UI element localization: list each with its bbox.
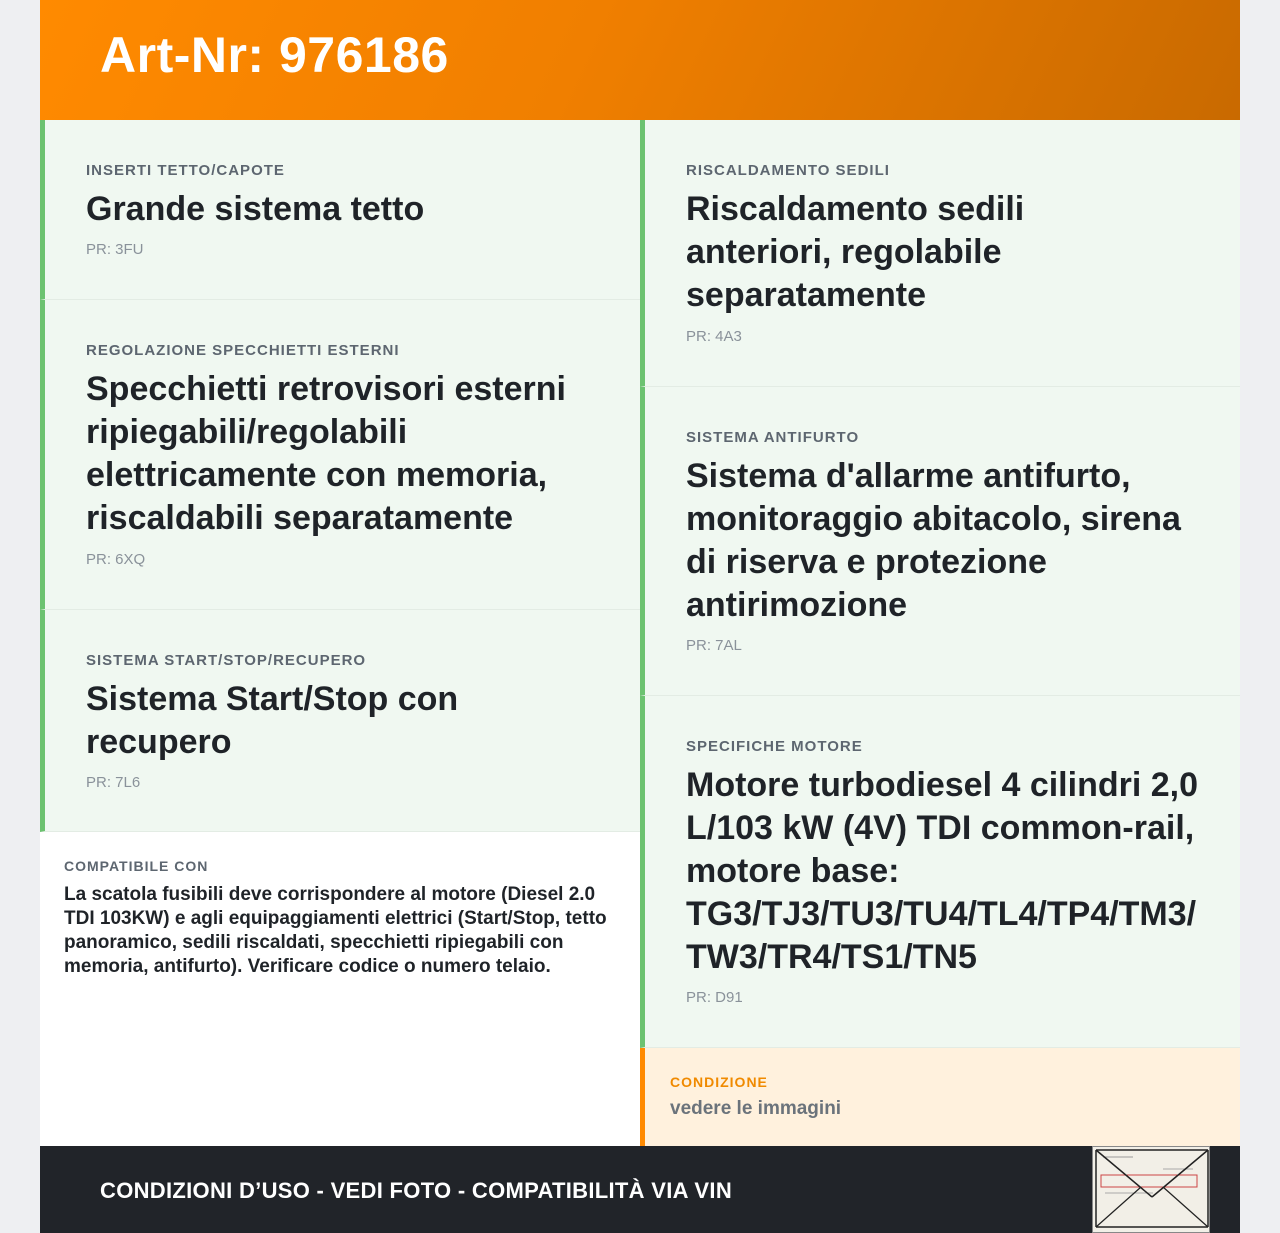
- feature-title: Motore turbodiesel 4 cilindri 2,0 L/103 kW (4V) TDI common-rail, motore base: TG3/TJ3/TU3/TU4/TL4/TP4/TM3/TW3/TR4/TS1/TN5: [686, 766, 1198, 976]
- feature-pr-code: PR: 3FU: [86, 241, 144, 258]
- footer-bar: [40, 1146, 1240, 1233]
- feature-pr-code: PR: D91: [686, 989, 743, 1006]
- feature-title: Sistema Start/Stop con recupero: [86, 680, 459, 761]
- feature-category: SISTEMA ANTIFURTO: [686, 429, 860, 446]
- condition-label: CONDIZIONE: [670, 1074, 768, 1090]
- article-number-title: Art-Nr: 976186: [100, 27, 449, 83]
- feature-pr-code: PR: 7AL: [686, 637, 742, 654]
- feature-card-roof: [40, 120, 640, 300]
- feature-title: Riscaldamento sedili anteriori, regolabile separatamente: [686, 190, 1025, 314]
- feature-pr-code: PR: 4A3: [686, 328, 742, 345]
- feature-title: Specchietti retrovisori esterni ripiegabili/regolabili elettricamente con memoria, riscaldabili separatamente: [86, 370, 566, 537]
- feature-card-seat-heating: [640, 120, 1240, 387]
- feature-pr-code: PR: 7L6: [86, 774, 141, 791]
- feature-pr-code: PR: 6XQ: [86, 551, 146, 568]
- feature-title: Sistema d'allarme antifurto, monitoraggio abitacolo, sirena di riserva e protezione antirimozione: [686, 457, 1181, 624]
- header-banner: [40, 0, 1240, 120]
- footer-text: CONDIZIONI D’USO - VEDI FOTO - COMPATIBILITÀ VIA VIN: [100, 1178, 733, 1203]
- condition-value: vedere le immagini: [670, 1098, 842, 1119]
- feature-category: SISTEMA START/STOP/RECUPERO: [86, 652, 367, 669]
- feature-card-startstop: [40, 610, 640, 832]
- feature-card-mirrors: [40, 300, 640, 610]
- feature-category: RISCALDAMENTO SEDILI: [686, 162, 890, 179]
- compatibility-text: La scatola fusibili deve corrispondere al motore (Diesel 2.0 TDI 103KW) e agli equipaggiamenti elettrici (Start/Stop, tetto panoramico, sedili riscaldati, specchietti ripiegabili con memoria, antifurto). Verificare codice o numero telaio.: [64, 884, 607, 977]
- condition-section: [640, 1048, 1240, 1146]
- feature-card-antitheft: [640, 387, 1240, 696]
- product-photo-thumbnail[interactable]: [1092, 1146, 1210, 1233]
- compatibility-section: [40, 832, 640, 1146]
- feature-category: SPECIFICHE MOTORE: [686, 738, 863, 755]
- product-page: [40, 0, 1240, 1233]
- feature-card-engine: [640, 696, 1240, 1048]
- compatibility-label: COMPATIBILE CON: [64, 858, 209, 874]
- feature-title: Grande sistema tetto: [86, 190, 425, 228]
- feature-category: REGOLAZIONE SPECCHIETTI ESTERNI: [86, 342, 400, 359]
- photo-thumbnail-icon: [1093, 1147, 1210, 1233]
- feature-category: INSERTI TETTO/CAPOTE: [86, 162, 285, 179]
